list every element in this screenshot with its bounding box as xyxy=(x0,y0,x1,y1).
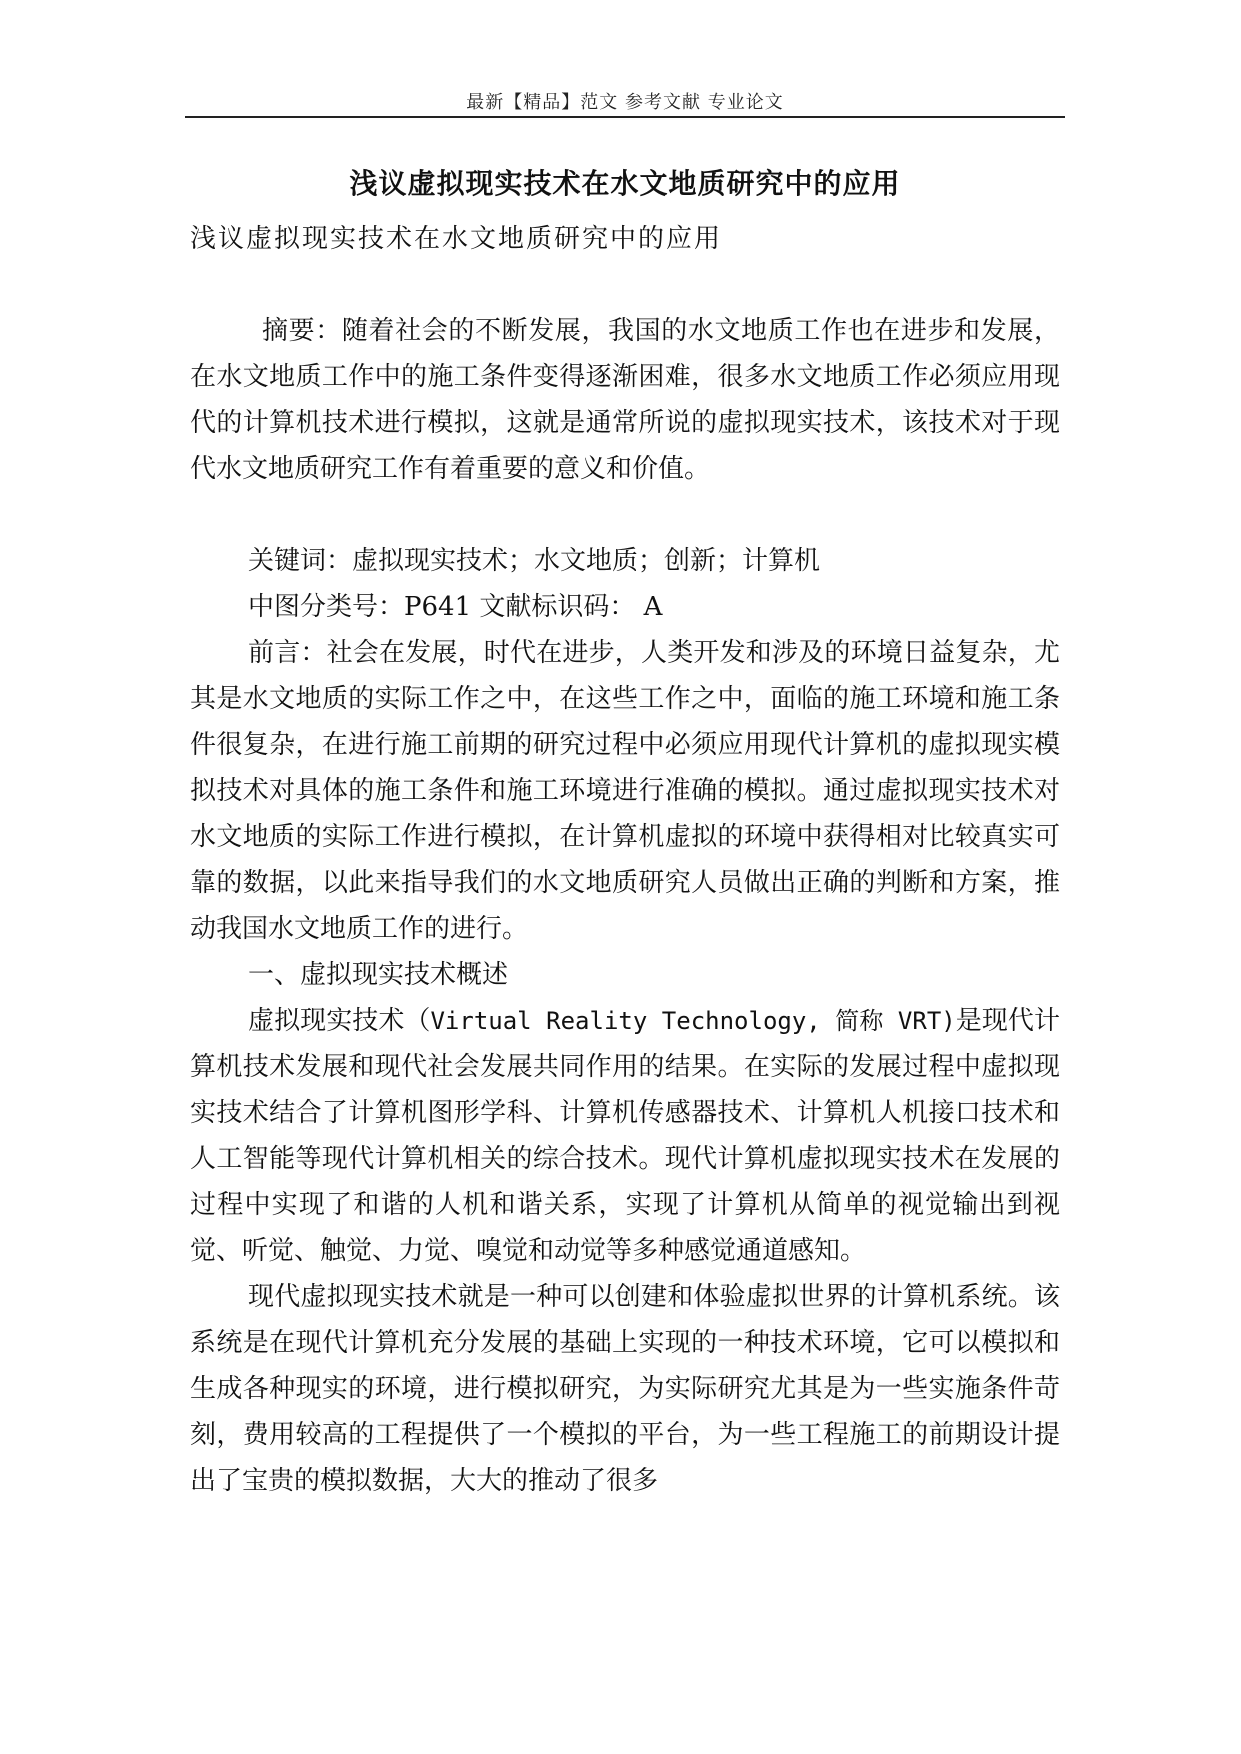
document-body xyxy=(190,216,1060,1504)
body-paragraph-vrt xyxy=(190,998,1060,1274)
body-paragraph-system: 现代虚拟现实技术就是一种可以创建和体验虚拟世界的计算机系统。该系统是在现代计算机充分发展的基础上实现的一种技术环境，它可以模拟和生成各种现实的环境，进行模拟研究，为实际研究尤其是为一些实施条件苛刻，费用较高的工程提供了一个模拟的平台，为一些工程施工的前期设计提出了宝贵的模拟数据，大大的推动了很多 xyxy=(190,1282,1060,1496)
page-header: 最新【精品】范文 参考文献 专业论文 xyxy=(466,92,784,113)
abstract-paragraph: 摘要：随着社会的不断发展，我国的水文地质工作也在进步和发展，在水文地质工作中的施工条件变得逐渐困难，很多水文地质工作必须应用现代的计算机技术进行模拟，这就是通常所说的虚拟现实技术，该技术对于现代水文地质研究工作有着重要的意义和价值。 xyxy=(190,316,1060,484)
preface-paragraph: 前言：社会在发展，时代在进步，人类开发和涉及的环境日益复杂，尤其是水文地质的实际工作之中，在这些工作之中，面临的施工环境和施工条件很复杂，在进行施工前期的研究过程中必须应用现代计算机的虚拟现实模拟技术对具体的施工条件和施工环境进行准确的模拟。通过虚拟现实技术对水文地质的实际工作进行模拟，在计算机虚拟的环境中获得相对比较真实可靠的数据，以此来指导我们的水文地质研究人员做出正确的判断和方案，推动我国水文地质工作的进行。 xyxy=(190,638,1060,944)
document-subtitle: 浅议虚拟现实技术在水文地质研究中的应用 xyxy=(190,224,723,254)
document-title: 浅议虚拟现实技术在水文地质研究中的应用 xyxy=(349,167,901,200)
section-heading: 一、虚拟现实技术概述 xyxy=(248,960,509,990)
keywords-line: 关键词：虚拟现实技术；水文地质；创新；计算机 xyxy=(248,546,821,576)
latin-term: Virtual Reality Technology, 简称 VRT) xyxy=(430,1007,956,1035)
para-prefix: 虚拟现实技术（ xyxy=(248,1006,431,1036)
classification-line: 中图分类号：P641 文献标识码： A xyxy=(248,592,663,622)
header-divider xyxy=(185,116,1065,118)
para-rest: 是现代计算机技术发展和现代社会发展共同作用的结果。在实际的发展过程中虚拟现实技术结合了计算机图形学科、计算机传感器技术、计算机人机接口技术和人工智能等现代计算机相关的综合技术。现代计算机虚拟现实技术在发展的过程中实现了和谐的人机和谐关系，实现了计算机从简单的视觉输出到视觉、听觉、触觉、力觉、嗅觉和动觉等多种感觉通道感知。 xyxy=(190,1006,1060,1266)
